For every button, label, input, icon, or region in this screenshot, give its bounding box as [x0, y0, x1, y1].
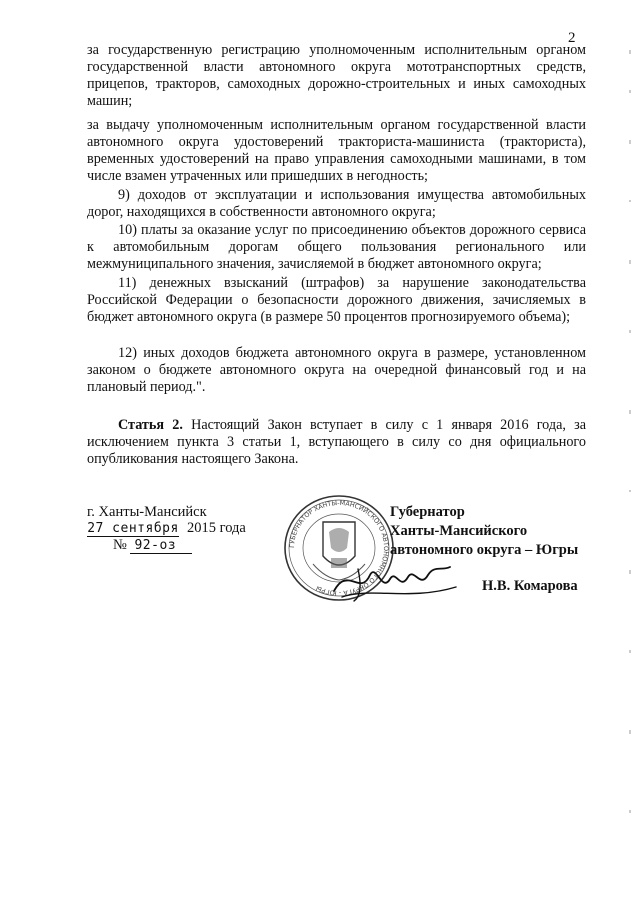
- paragraph-certificates: за выдачу уполномоченным исполнительным органом государственной власти автономного округа удостоверений тракториста-машиниста (тракториста), временных удостоверений на право управления самоходными машинами, в том числе взамен утраченных или пришедших в негодность;: [87, 117, 586, 184]
- governor-title-line-3: автономного округа – Югры: [390, 542, 579, 558]
- page-number: 2: [568, 30, 576, 46]
- governor-signature: [330, 557, 460, 605]
- paragraph-item-12: 12) иных доходов бюджета автономного округа в размере, установленном законом о бюджете автономного округа на очередной финансовый год и на плановый период.".: [87, 345, 586, 395]
- paragraph-item-11: 11) денежных взысканий (штрафов) за нарушение законодательства Российской Федерации о безопасности дорожного движения, зачисляемых в бюджет автономного округа (в размере 50 процентов прогнозируемого объема);: [87, 275, 586, 325]
- svg-text:ГУБЕРНАТОР ХАНТЫ-МАНСИЙСКОГО А: ГУБЕРНАТОР ХАНТЫ-МАНСИЙСКОГО АВТОНОМНОГО ОКРУГА - ЮГРЫ: [287, 498, 391, 598]
- handwritten-number: 92-оз: [130, 539, 192, 554]
- scan-edge-marks: [626, 30, 634, 890]
- governor-title-line-1: Губернатор: [390, 504, 465, 520]
- governor-title: [390, 503, 578, 560]
- paragraph-item-9: 9) доходов от эксплуатации и использования имущества автомобильных дорог, находящихся в собственности автономного округа;: [87, 187, 586, 220]
- paragraph-registration: за государственную регистрацию уполномоченным исполнительным органом государственной власти автономного округа мототранспортных средств, прицепов, тракторов, самоходных дорожно-строительных и иных самоходных машин;: [87, 42, 586, 109]
- article-2-paragraph: [87, 417, 586, 468]
- governor-title-line-2: Ханты-Мансийского: [390, 523, 528, 539]
- signing-date: [87, 520, 246, 537]
- article-2-title: Статья 2.: [118, 417, 183, 433]
- paragraph-item-10: 10) платы за оказание услуг по присоединению объектов дорожного сервиса к автомобильным дорогам общего пользования регионального или межмуниципального значения, зачисляемой в бюджет автономного округа;: [87, 222, 586, 272]
- law-number: [113, 537, 192, 554]
- governor-name: Н.В. Комарова: [482, 578, 578, 594]
- signing-city: г. Ханты-Мансийск: [87, 504, 207, 520]
- number-sign: №: [113, 537, 127, 553]
- handwritten-date: 27 сентября: [87, 521, 179, 536]
- signing-year: 2015 года: [187, 520, 246, 536]
- article-2-text: Настоящий Закон вступает в силу с 1 января 2016 года, за исключением пункта 3 статьи 1, вступающего в силу со дня официального опубликования настоящего Закона.: [87, 417, 587, 467]
